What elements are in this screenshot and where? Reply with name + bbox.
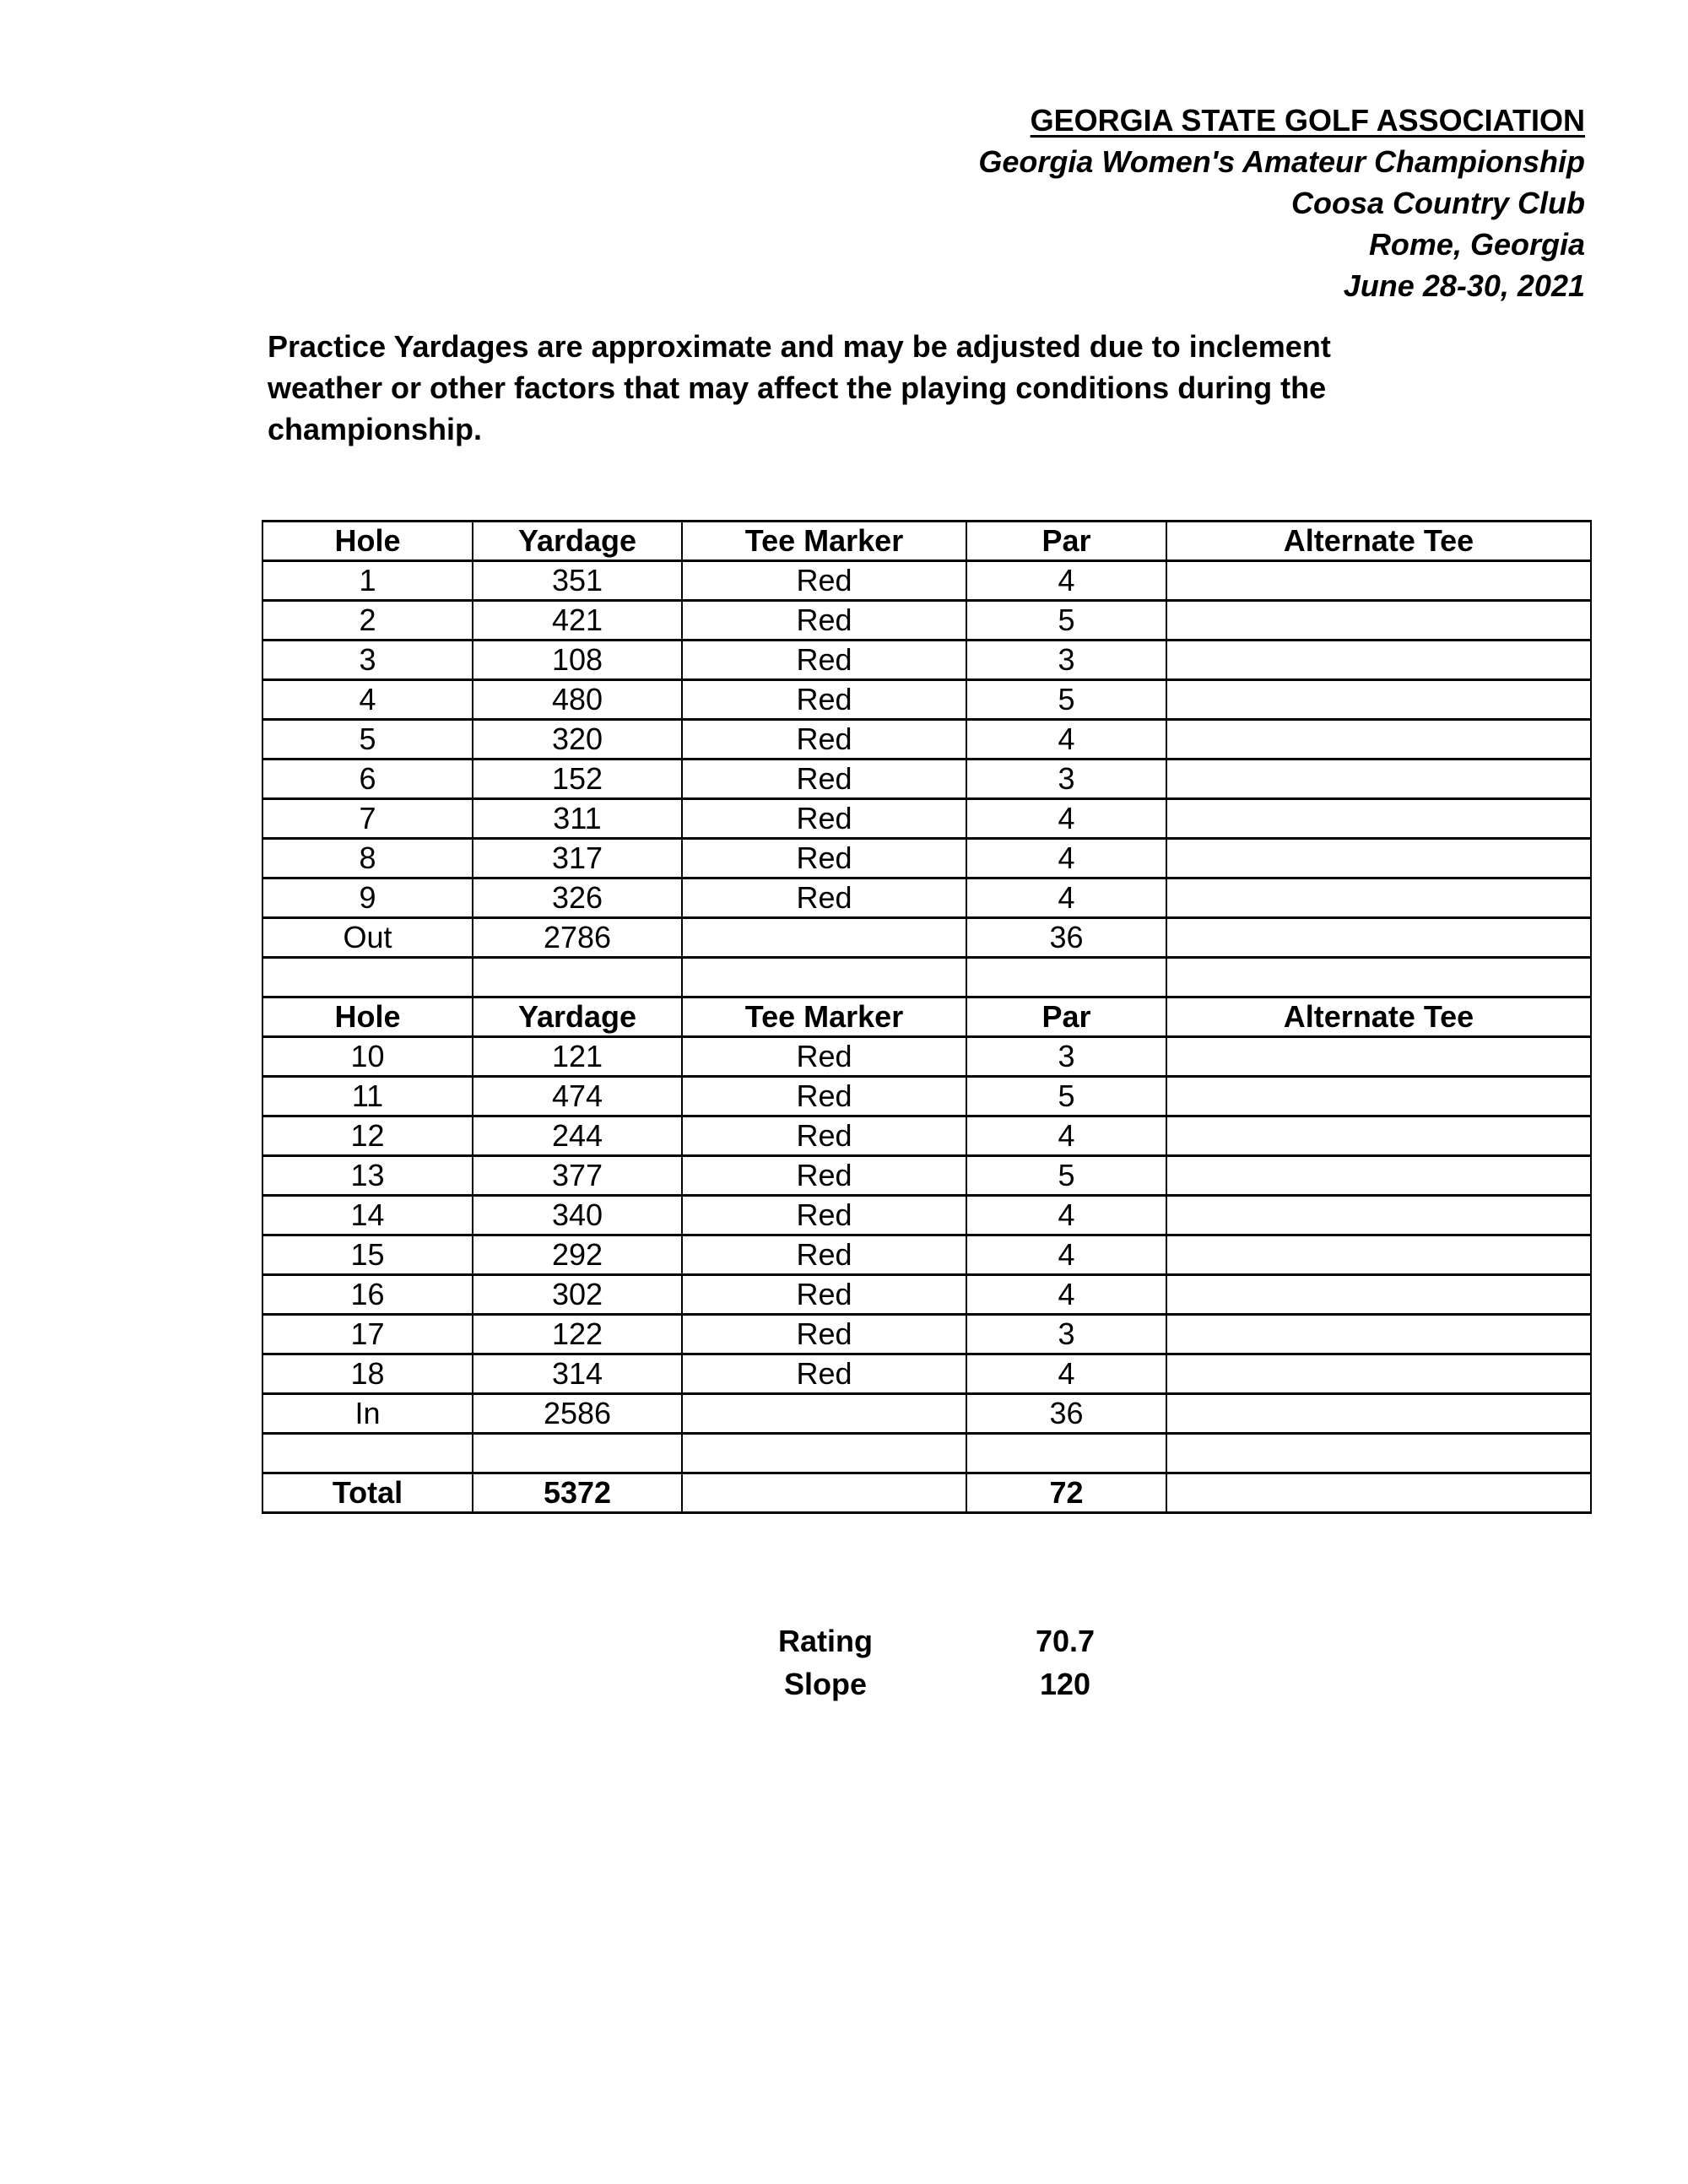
tee-marker-cell: Red xyxy=(682,1077,966,1116)
tee-marker-cell: Red xyxy=(682,760,966,799)
par-cell: 5 xyxy=(966,1077,1166,1116)
hole-cell: 6 xyxy=(262,760,473,799)
tee-marker-cell: Red xyxy=(682,1156,966,1196)
table-row xyxy=(262,1315,1591,1354)
table-row xyxy=(262,1077,1591,1116)
hole-cell: Hole xyxy=(262,522,473,561)
table-row xyxy=(262,680,1591,720)
yardage-cell: 311 xyxy=(473,799,682,839)
table-row xyxy=(262,1354,1591,1394)
table-header-row xyxy=(262,997,1591,1037)
par-cell: 4 xyxy=(966,561,1166,601)
alternate-tee-cell xyxy=(1166,720,1591,760)
tee-marker-cell: Red xyxy=(682,1196,966,1235)
table-row xyxy=(262,1156,1591,1196)
hole-cell: 5 xyxy=(262,720,473,760)
yardage-cell: 377 xyxy=(473,1156,682,1196)
tee-marker-cell: Red xyxy=(682,641,966,680)
par-cell: 3 xyxy=(966,760,1166,799)
par-cell: 5 xyxy=(966,1156,1166,1196)
alternate-tee-cell xyxy=(1166,680,1591,720)
par-cell: 5 xyxy=(966,680,1166,720)
hole-cell: 13 xyxy=(262,1156,473,1196)
par-cell: 4 xyxy=(966,1354,1166,1394)
alternate-tee-cell xyxy=(1166,878,1591,918)
hole-cell: Out xyxy=(262,918,473,958)
tee-marker-cell: Red xyxy=(682,1354,966,1394)
alternate-tee-cell xyxy=(1166,1077,1591,1116)
tee-marker-cell: Red xyxy=(682,601,966,641)
par-cell: 4 xyxy=(966,1196,1166,1235)
yardage-cell: Yardage xyxy=(473,522,682,561)
hole-cell: 4 xyxy=(262,680,473,720)
alternate-tee-cell xyxy=(1166,839,1591,878)
hole-cell: 7 xyxy=(262,799,473,839)
alternate-tee-cell xyxy=(1166,1315,1591,1354)
alternate-tee-cell xyxy=(1166,918,1591,958)
par-cell: 3 xyxy=(966,641,1166,680)
alternate-tee-cell xyxy=(1166,760,1591,799)
yardage-cell: 122 xyxy=(473,1315,682,1354)
alternate-tee-cell: Alternate Tee xyxy=(1166,997,1591,1037)
tee-marker-cell: Red xyxy=(682,799,966,839)
alternate-tee-cell xyxy=(1166,799,1591,839)
subtotal-row xyxy=(262,918,1591,958)
yardage-cell: 480 xyxy=(473,680,682,720)
alternate-tee-cell xyxy=(1166,1473,1591,1513)
par-cell xyxy=(966,1434,1166,1473)
par-cell: 3 xyxy=(966,1315,1166,1354)
table-row xyxy=(262,878,1591,918)
tee-marker-cell: Red xyxy=(682,1116,966,1156)
document-header xyxy=(978,100,1585,306)
par-cell: 4 xyxy=(966,720,1166,760)
tee-marker-cell: Red xyxy=(682,1037,966,1077)
tee-marker-cell xyxy=(682,1434,966,1473)
yardage-cell: 152 xyxy=(473,760,682,799)
yardage-cell: 351 xyxy=(473,561,682,601)
tee-marker-cell: Tee Marker xyxy=(682,522,966,561)
notice-line: championship. xyxy=(268,412,483,446)
yardage-cell: 326 xyxy=(473,878,682,918)
table-row xyxy=(262,641,1591,680)
par-cell: 4 xyxy=(966,1235,1166,1275)
yardage-cell: 5372 xyxy=(473,1473,682,1513)
par-cell: 4 xyxy=(966,839,1166,878)
blank-row xyxy=(262,958,1591,997)
table-row xyxy=(262,1196,1591,1235)
blank-row xyxy=(262,1434,1591,1473)
yardage-cell: 474 xyxy=(473,1077,682,1116)
par-cell: 5 xyxy=(966,601,1166,641)
yardage-cell: 340 xyxy=(473,1196,682,1235)
table-row xyxy=(262,1116,1591,1156)
hole-cell: 10 xyxy=(262,1037,473,1077)
hole-cell: 1 xyxy=(262,561,473,601)
tee-marker-cell: Red xyxy=(682,839,966,878)
alternate-tee-cell xyxy=(1166,1434,1591,1473)
yardage-cell: 121 xyxy=(473,1037,682,1077)
table-header-row xyxy=(262,522,1591,561)
yardage-cell: 317 xyxy=(473,839,682,878)
yardage-cell: 421 xyxy=(473,601,682,641)
tee-marker-cell xyxy=(682,958,966,997)
par-cell: 36 xyxy=(966,918,1166,958)
championship-name: Georgia Women's Amateur Championship xyxy=(978,144,1585,179)
hole-cell: In xyxy=(262,1394,473,1434)
table-row xyxy=(262,1235,1591,1275)
yardage-cell: Yardage xyxy=(473,997,682,1037)
hole-cell: Total xyxy=(262,1473,473,1513)
table-row xyxy=(262,839,1591,878)
hole-cell: 14 xyxy=(262,1196,473,1235)
hole-cell: 15 xyxy=(262,1235,473,1275)
alternate-tee-cell xyxy=(1166,1275,1591,1315)
par-cell: 36 xyxy=(966,1394,1166,1434)
tee-marker-cell xyxy=(682,1473,966,1513)
yardage-cell: 2586 xyxy=(473,1394,682,1434)
yardage-cell: 292 xyxy=(473,1235,682,1275)
alternate-tee-cell xyxy=(1166,561,1591,601)
table-row xyxy=(262,1037,1591,1077)
par-cell: 4 xyxy=(966,1275,1166,1315)
rating-label: Rating xyxy=(778,1624,873,1658)
alternate-tee-cell xyxy=(1166,958,1591,997)
tee-marker-cell xyxy=(682,918,966,958)
notice-line: Practice Yardages are approximate and may be adjusted due to inclement xyxy=(268,329,1331,364)
par-cell: 4 xyxy=(966,799,1166,839)
hole-cell xyxy=(262,1434,473,1473)
hole-cell: 8 xyxy=(262,839,473,878)
hole-cell: 18 xyxy=(262,1354,473,1394)
notice-line: weather or other factors that may affect the playing conditions during the xyxy=(268,370,1327,405)
par-cell: 4 xyxy=(966,1116,1166,1156)
yardage-notice xyxy=(268,326,1331,450)
rating-value: 70.7 xyxy=(1035,1624,1096,1658)
hole-cell: 11 xyxy=(262,1077,473,1116)
yardage-cell xyxy=(473,1434,682,1473)
alternate-tee-cell xyxy=(1166,1156,1591,1196)
hole-cell: 2 xyxy=(262,601,473,641)
tee-marker-cell xyxy=(682,1394,966,1434)
alternate-tee-cell xyxy=(1166,1394,1591,1434)
hole-cell: 9 xyxy=(262,878,473,918)
yardage-cell: 320 xyxy=(473,720,682,760)
yardage-table xyxy=(262,520,1592,1514)
hole-cell xyxy=(262,958,473,997)
par-cell: Par xyxy=(966,997,1166,1037)
slope-label: Slope xyxy=(783,1667,867,1701)
club-name: Coosa Country Club xyxy=(1291,186,1585,220)
tee-marker-cell: Red xyxy=(682,1275,966,1315)
location: Rome, Georgia xyxy=(1368,227,1585,262)
alternate-tee-cell: Alternate Tee xyxy=(1166,522,1591,561)
yardage-cell: 314 xyxy=(473,1354,682,1394)
subtotal-row xyxy=(262,1394,1591,1434)
par-cell: Par xyxy=(966,522,1166,561)
tee-marker-cell: Red xyxy=(682,1315,966,1354)
alternate-tee-cell xyxy=(1166,1235,1591,1275)
tee-marker-cell: Tee Marker xyxy=(682,997,966,1037)
yardage-cell xyxy=(473,958,682,997)
tee-marker-cell: Red xyxy=(682,561,966,601)
table-row xyxy=(262,760,1591,799)
tee-marker-cell: Red xyxy=(682,878,966,918)
hole-cell: 16 xyxy=(262,1275,473,1315)
par-cell xyxy=(966,958,1166,997)
tee-marker-cell: Red xyxy=(682,720,966,760)
alternate-tee-cell xyxy=(1166,1196,1591,1235)
tee-marker-cell: Red xyxy=(682,680,966,720)
yardage-cell: 108 xyxy=(473,641,682,680)
yardage-cell: 2786 xyxy=(473,918,682,958)
dates: June 28-30, 2021 xyxy=(1343,268,1585,303)
alternate-tee-cell xyxy=(1166,641,1591,680)
organization-title: GEORGIA STATE GOLF ASSOCIATION xyxy=(1030,103,1585,138)
par-cell: 72 xyxy=(966,1473,1166,1513)
total-row xyxy=(262,1473,1591,1513)
yardage-cell: 244 xyxy=(473,1116,682,1156)
table-row xyxy=(262,561,1591,601)
table-row xyxy=(262,720,1591,760)
alternate-tee-cell xyxy=(1166,1354,1591,1394)
par-cell: 3 xyxy=(966,1037,1166,1077)
hole-cell: Hole xyxy=(262,997,473,1037)
alternate-tee-cell xyxy=(1166,601,1591,641)
table-row xyxy=(262,1275,1591,1315)
hole-cell: 12 xyxy=(262,1116,473,1156)
alternate-tee-cell xyxy=(1166,1037,1591,1077)
hole-cell: 3 xyxy=(262,641,473,680)
hole-cell: 17 xyxy=(262,1315,473,1354)
slope-value: 120 xyxy=(1039,1667,1091,1701)
par-cell: 4 xyxy=(966,878,1166,918)
table-row xyxy=(262,799,1591,839)
table-row xyxy=(262,601,1591,641)
yardage-cell: 302 xyxy=(473,1275,682,1315)
alternate-tee-cell xyxy=(1166,1116,1591,1156)
tee-marker-cell: Red xyxy=(682,1235,966,1275)
